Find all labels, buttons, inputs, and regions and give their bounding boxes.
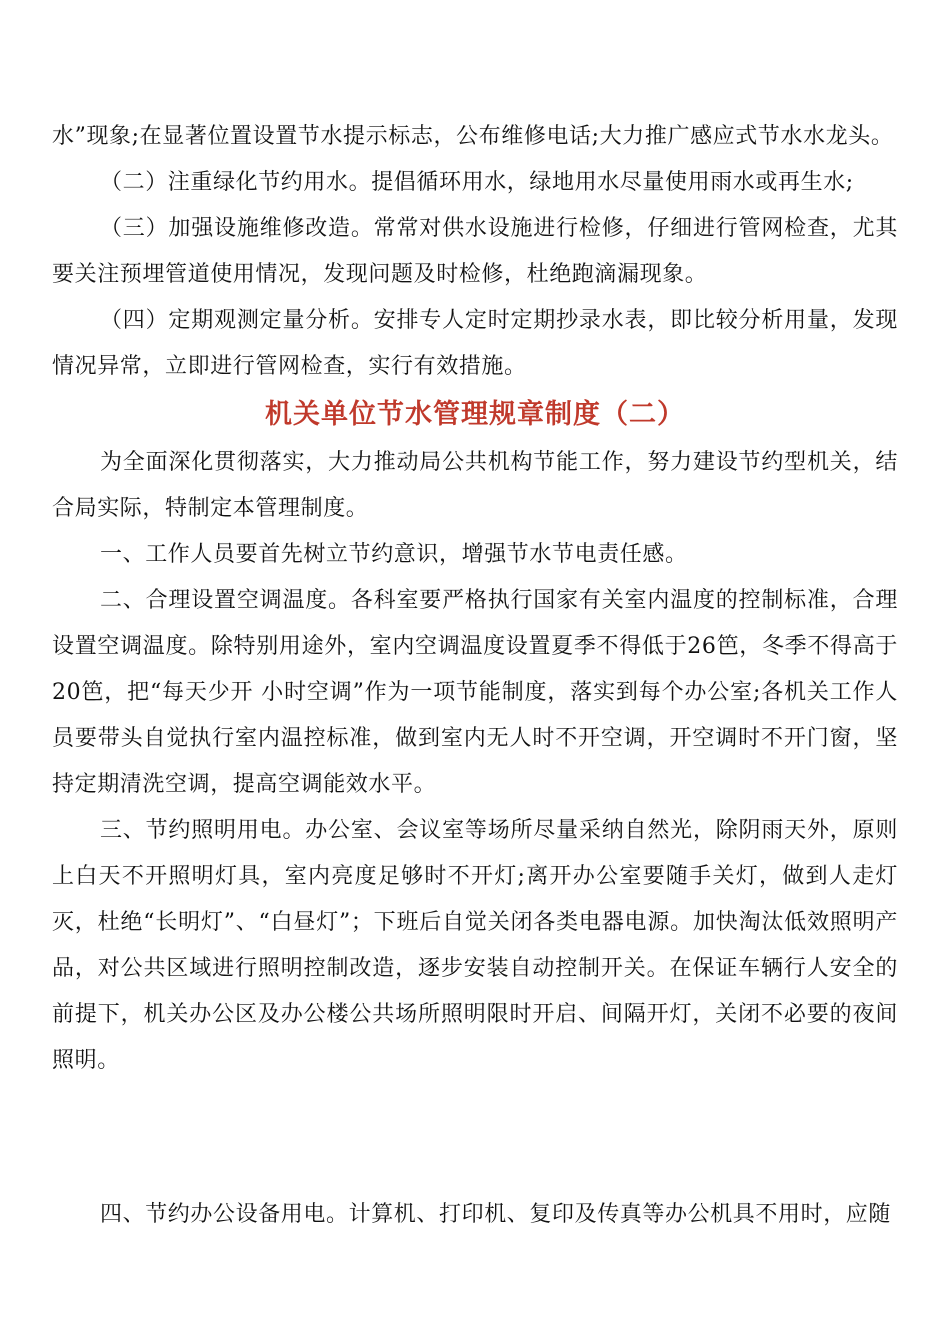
paragraph-facility-maintenance: （三）加强设施维修改造。常常对供水设施进行检修，仔细进行管网检查，尤其要关注预埋管道使用情况，发现问题及时检修，杜绝跑滴漏现象。 [52, 216, 898, 287]
paragraph-periodic-observation: （四）定期观测定量分析。安排专人定时定期抄录水表，即比较分析用量，发现情况异常，立即进行管网检查，实行有效措施。 [52, 308, 898, 379]
section-title: 机关单位节水管理规章制度（二） [265, 399, 685, 430]
document-page [52, 114, 898, 1238]
paragraph-water-faucet: 水”现象;在显著位置设置节水提示标志，公布维修电话;大力推广感应式节水水龙头。 [52, 124, 894, 149]
paragraph-air-conditioning: 二、合理设置空调温度。各科室要严格执行国家有关室内温度的控制标准，合理设置空调温度。除特别用途外，室内空调温度设置夏季不得低于26笆，冬季不得高于20笆，把“每天少开 小时空调”作为一项节能制度，落实到每个办公室;各机关工作人员要带头自觉执行室内温控标准，做到室内无人时不开空调，开空调时不开门窗，坚持定期清洗空调，提高空调能效水平。 [52, 588, 898, 797]
paragraph-lighting: 三、节约照明用电。办公室、会议室等场所尽量采纳自然光，除阴雨天外，原则上白天不开照明灯具，室内亮度足够时不开灯;离开办公室要随手关灯，做到人走灯灭，杜绝“长明灯”、“白昼灯”；下班后自觉关闭各类电器电源。加快淘汰低效照明产品，对公共区域进行照明控制改造，逐步安装自动控制开关。在保证车辆行人安全的前提下，机关办公区及办公楼公共场所照明限时开启、间隔开灯，关闭不必要的夜间照明。 [52, 818, 898, 1073]
paragraph-office-equipment: 四、节约办公设备用电。计算机、打印机、复印及传真等办公机具不用时，应随 [100, 1202, 892, 1227]
page-gap [52, 1084, 898, 1192]
paragraph-awareness: 一、工作人员要首先树立节约意识，增强节水节电责任感。 [100, 542, 688, 567]
paragraph-intro: 为全面深化贯彻落实，大力推动局公共机构节能工作，努力建设节约型机关，结合局实际，特制定本管理制度。 [52, 450, 898, 521]
paragraph-greening-water: （二）注重绿化节约用水。提倡循环用水，绿地用水尽量使用雨水或再生水; [100, 170, 854, 195]
